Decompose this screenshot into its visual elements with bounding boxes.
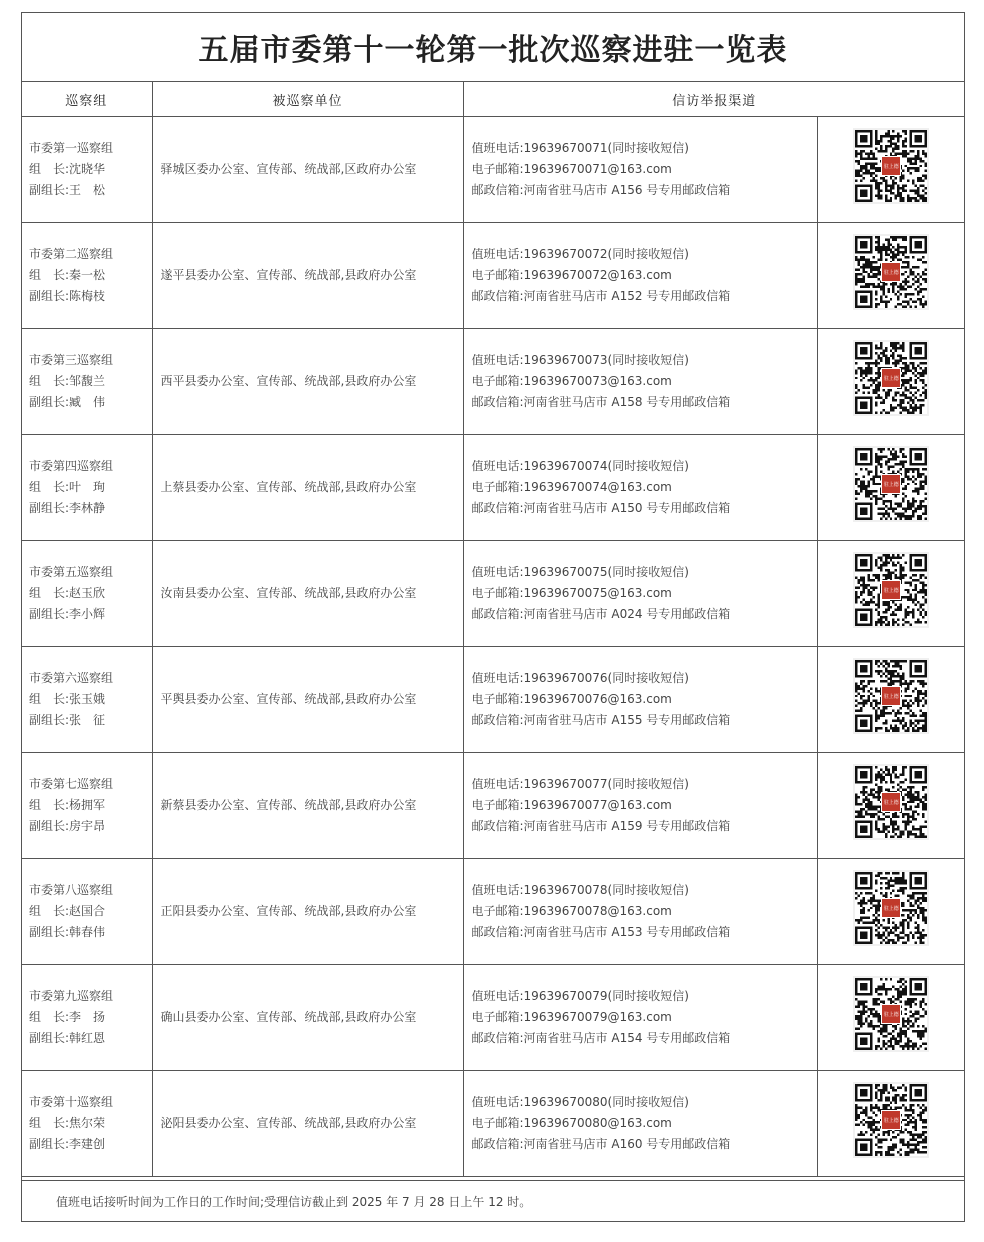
qr-cell bbox=[817, 541, 965, 647]
qr-code-icon[interactable] bbox=[853, 976, 929, 1052]
table-row bbox=[21, 435, 965, 541]
group-deputy: 副组长:李林静 bbox=[29, 501, 106, 515]
postal-box: 邮政信箱:河南省驻马店市 A154 号专用邮政信箱 bbox=[471, 1031, 731, 1045]
unit-cell: 汝南县委办公室、宣传部、统战部,县政府办公室 bbox=[152, 541, 463, 647]
group-cell bbox=[21, 435, 152, 541]
group-name: 市委第五巡察组 bbox=[29, 565, 114, 579]
channel-cell bbox=[463, 647, 817, 753]
qr-logo-badge: 驻上德 bbox=[881, 686, 901, 706]
qr-code-icon[interactable] bbox=[853, 234, 929, 310]
table-row bbox=[21, 965, 965, 1071]
duty-phone: 值班电话:19639670077(同时接收短信) bbox=[471, 777, 689, 791]
qr-code-icon[interactable] bbox=[853, 658, 929, 734]
qr-logo-badge: 驻上德 bbox=[881, 156, 901, 176]
duty-phone: 值班电话:19639670078(同时接收短信) bbox=[471, 883, 689, 897]
group-name: 市委第七巡察组 bbox=[29, 777, 114, 791]
group-name: 市委第四巡察组 bbox=[29, 459, 114, 473]
group-leader: 组 长:叶 珣 bbox=[29, 480, 106, 494]
table-row bbox=[21, 541, 965, 647]
group-cell bbox=[21, 1071, 152, 1177]
duty-phone: 值班电话:19639670076(同时接收短信) bbox=[471, 671, 689, 685]
group-leader: 组 长:张玉娥 bbox=[29, 692, 106, 706]
qr-code-icon[interactable] bbox=[853, 764, 929, 840]
group-cell bbox=[21, 647, 152, 753]
group-deputy: 副组长:张 征 bbox=[29, 713, 106, 727]
group-deputy: 副组长:韩春伟 bbox=[29, 925, 106, 939]
channel-cell bbox=[463, 329, 817, 435]
email-address: 电子邮箱:19639670079@163.com bbox=[471, 1010, 672, 1024]
qr-code-icon[interactable] bbox=[853, 1082, 929, 1158]
group-cell bbox=[21, 965, 152, 1071]
header-group: 巡察组 bbox=[21, 82, 152, 117]
group-cell bbox=[21, 859, 152, 965]
channel-cell bbox=[463, 859, 817, 965]
group-leader: 组 长:秦一松 bbox=[29, 268, 106, 282]
unit-cell: 泌阳县委办公室、宣传部、统战部,县政府办公室 bbox=[152, 1071, 463, 1177]
qr-cell bbox=[817, 329, 965, 435]
qr-logo-badge: 驻上德 bbox=[881, 1110, 901, 1130]
qr-code-icon[interactable] bbox=[853, 340, 929, 416]
qr-code-icon[interactable] bbox=[853, 552, 929, 628]
qr-cell bbox=[817, 859, 965, 965]
table-row bbox=[21, 329, 965, 435]
group-deputy: 副组长:陈梅枝 bbox=[29, 289, 106, 303]
group-deputy: 副组长:王 松 bbox=[29, 183, 106, 197]
table-row bbox=[21, 647, 965, 753]
qr-cell bbox=[817, 223, 965, 329]
duty-phone: 值班电话:19639670079(同时接收短信) bbox=[471, 989, 689, 1003]
group-leader: 组 长:赵国合 bbox=[29, 904, 106, 918]
channel-cell bbox=[463, 753, 817, 859]
group-deputy: 副组长:李小辉 bbox=[29, 607, 106, 621]
header-unit: 被巡察单位 bbox=[152, 82, 463, 117]
qr-cell bbox=[817, 965, 965, 1071]
qr-logo-badge: 驻上德 bbox=[881, 262, 901, 282]
header-channel: 信访举报渠道 bbox=[463, 82, 965, 117]
qr-logo-badge: 驻上德 bbox=[881, 368, 901, 388]
unit-cell: 驿城区委办公室、宣传部、统战部,区政府办公室 bbox=[152, 117, 463, 223]
table-header-row bbox=[21, 82, 965, 117]
duty-phone: 值班电话:19639670074(同时接收短信) bbox=[471, 459, 689, 473]
channel-cell bbox=[463, 117, 817, 223]
unit-cell: 西平县委办公室、宣传部、统战部,县政府办公室 bbox=[152, 329, 463, 435]
group-deputy: 副组长:房宇昂 bbox=[29, 819, 106, 833]
postal-box: 邮政信箱:河南省驻马店市 A150 号专用邮政信箱 bbox=[471, 501, 731, 515]
postal-box: 邮政信箱:河南省驻马店市 A155 号专用邮政信箱 bbox=[471, 713, 731, 727]
group-name: 市委第六巡察组 bbox=[29, 671, 114, 685]
postal-box: 邮政信箱:河南省驻马店市 A024 号专用邮政信箱 bbox=[471, 607, 731, 621]
channel-cell bbox=[463, 965, 817, 1071]
table-row bbox=[21, 223, 965, 329]
unit-cell: 平舆县委办公室、宣传部、统战部,县政府办公室 bbox=[152, 647, 463, 753]
qr-cell bbox=[817, 1071, 965, 1177]
qr-logo-badge: 驻上德 bbox=[881, 474, 901, 494]
group-cell bbox=[21, 117, 152, 223]
duty-phone: 值班电话:19639670080(同时接收短信) bbox=[471, 1095, 689, 1109]
channel-cell bbox=[463, 1071, 817, 1177]
group-cell bbox=[21, 753, 152, 859]
group-name: 市委第九巡察组 bbox=[29, 989, 114, 1003]
unit-cell: 正阳县委办公室、宣传部、统战部,县政府办公室 bbox=[152, 859, 463, 965]
email-address: 电子邮箱:19639670076@163.com bbox=[471, 692, 672, 706]
qr-logo-badge: 驻上德 bbox=[881, 792, 901, 812]
page-title: 五届市委第十一轮第一批次巡察进驻一览表 bbox=[21, 12, 965, 82]
postal-box: 邮政信箱:河南省驻马店市 A152 号专用邮政信箱 bbox=[471, 289, 731, 303]
email-address: 电子邮箱:19639670072@163.com bbox=[471, 268, 672, 282]
postal-box: 邮政信箱:河南省驻马店市 A153 号专用邮政信箱 bbox=[471, 925, 731, 939]
group-leader: 组 长:李 扬 bbox=[29, 1010, 106, 1024]
duty-phone: 值班电话:19639670075(同时接收短信) bbox=[471, 565, 689, 579]
duty-phone: 值班电话:19639670071(同时接收短信) bbox=[471, 141, 689, 155]
group-leader: 组 长:杨拥军 bbox=[29, 798, 106, 812]
group-name: 市委第十巡察组 bbox=[29, 1095, 114, 1109]
inspection-table bbox=[21, 82, 965, 1177]
table-body bbox=[21, 117, 965, 1177]
group-cell bbox=[21, 541, 152, 647]
qr-cell bbox=[817, 117, 965, 223]
qr-code-icon[interactable] bbox=[853, 446, 929, 522]
group-deputy: 副组长:韩红恩 bbox=[29, 1031, 106, 1045]
qr-cell bbox=[817, 435, 965, 541]
group-deputy: 副组长:臧 伟 bbox=[29, 395, 106, 409]
group-cell bbox=[21, 329, 152, 435]
qr-logo-badge: 驻上德 bbox=[881, 898, 901, 918]
group-leader: 组 长:赵玉欣 bbox=[29, 586, 106, 600]
unit-cell: 上蔡县委办公室、宣传部、统战部,县政府办公室 bbox=[152, 435, 463, 541]
postal-box: 邮政信箱:河南省驻马店市 A159 号专用邮政信箱 bbox=[471, 819, 731, 833]
group-cell bbox=[21, 223, 152, 329]
qr-logo-badge: 驻上德 bbox=[881, 1004, 901, 1024]
unit-cell: 确山县委办公室、宣传部、统战部,县政府办公室 bbox=[152, 965, 463, 1071]
channel-cell bbox=[463, 223, 817, 329]
group-name: 市委第二巡察组 bbox=[29, 247, 114, 261]
group-leader: 组 长:焦尔荣 bbox=[29, 1116, 106, 1130]
table-row bbox=[21, 753, 965, 859]
email-address: 电子邮箱:19639670080@163.com bbox=[471, 1116, 672, 1130]
footer-note: 值班电话接听时间为工作日的工作时间;受理信访截止到 2025 年 7 月 28 日上午 12 时。 bbox=[21, 1180, 965, 1222]
qr-cell bbox=[817, 753, 965, 859]
postal-box: 邮政信箱:河南省驻马店市 A160 号专用邮政信箱 bbox=[471, 1137, 731, 1151]
table-row bbox=[21, 859, 965, 965]
email-address: 电子邮箱:19639670075@163.com bbox=[471, 586, 672, 600]
email-address: 电子邮箱:19639670077@163.com bbox=[471, 798, 672, 812]
qr-logo-badge: 驻上德 bbox=[881, 580, 901, 600]
postal-box: 邮政信箱:河南省驻马店市 A158 号专用邮政信箱 bbox=[471, 395, 731, 409]
email-address: 电子邮箱:19639670071@163.com bbox=[471, 162, 672, 176]
group-leader: 组 长:沈晓华 bbox=[29, 162, 106, 176]
group-name: 市委第八巡察组 bbox=[29, 883, 114, 897]
duty-phone: 值班电话:19639670073(同时接收短信) bbox=[471, 353, 689, 367]
channel-cell bbox=[463, 435, 817, 541]
postal-box: 邮政信箱:河南省驻马店市 A156 号专用邮政信箱 bbox=[471, 183, 731, 197]
duty-phone: 值班电话:19639670072(同时接收短信) bbox=[471, 247, 689, 261]
table-row bbox=[21, 1071, 965, 1177]
group-leader: 组 长:邹馥兰 bbox=[29, 374, 106, 388]
group-name: 市委第三巡察组 bbox=[29, 353, 114, 367]
qr-cell bbox=[817, 647, 965, 753]
email-address: 电子邮箱:19639670074@163.com bbox=[471, 480, 672, 494]
channel-cell bbox=[463, 541, 817, 647]
unit-cell: 遂平县委办公室、宣传部、统战部,县政府办公室 bbox=[152, 223, 463, 329]
group-name: 市委第一巡察组 bbox=[29, 141, 114, 155]
email-address: 电子邮箱:19639670073@163.com bbox=[471, 374, 672, 388]
email-address: 电子邮箱:19639670078@163.com bbox=[471, 904, 672, 918]
unit-cell: 新蔡县委办公室、宣传部、统战部,县政府办公室 bbox=[152, 753, 463, 859]
qr-code-icon[interactable] bbox=[853, 128, 929, 204]
table-row bbox=[21, 117, 965, 223]
qr-code-icon[interactable] bbox=[853, 870, 929, 946]
group-deputy: 副组长:李建创 bbox=[29, 1137, 106, 1151]
